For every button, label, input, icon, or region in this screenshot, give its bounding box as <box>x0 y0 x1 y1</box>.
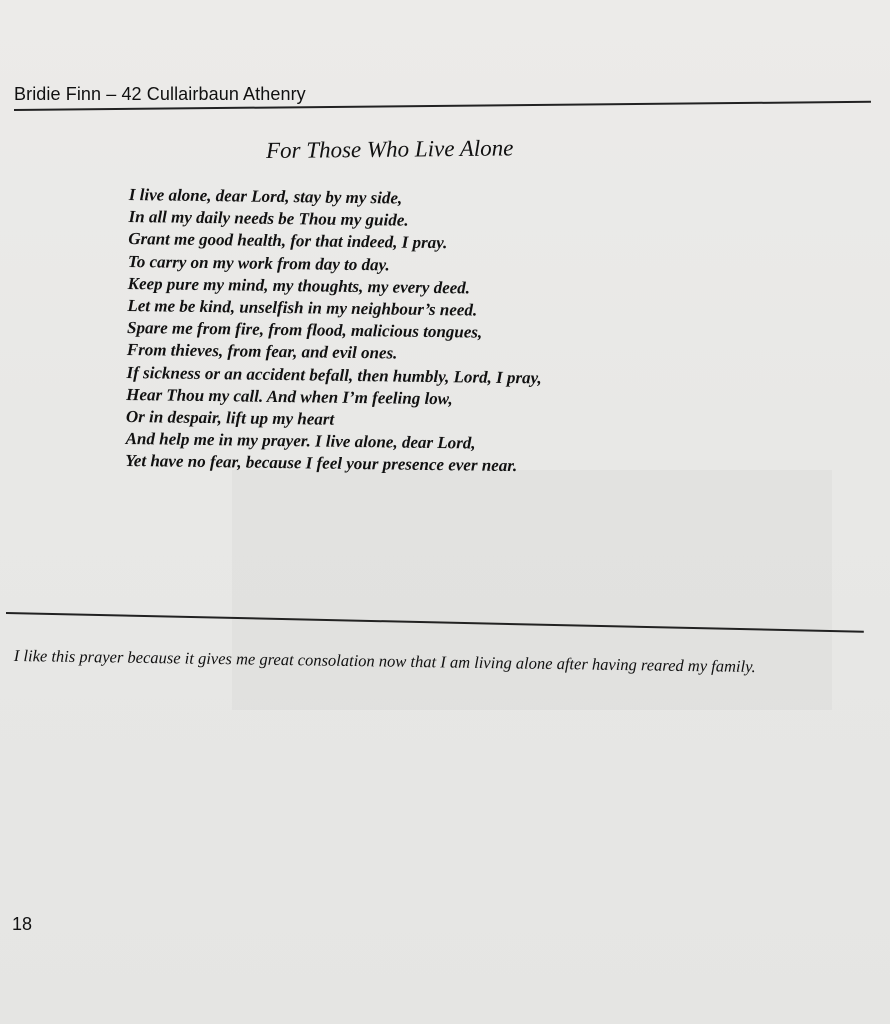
poem-line: Yet have no fear, because I feel your presence ever near. <box>125 451 518 476</box>
poem-line: In all my daily needs be Thou my guide. <box>128 207 409 230</box>
author-header: Bridie Finn – 42 Cullairbaun Athenry <box>14 84 306 104</box>
poem-body <box>125 184 689 480</box>
poem-line: And help me in my prayer. I live alone, dear Lord, <box>125 429 476 453</box>
poem-line: I live alone, dear Lord, stay by my side, <box>128 184 403 208</box>
poem-line: To carry on my work from day to day. <box>127 251 390 275</box>
author-comment: I like this prayer because it gives me great consolation now that I am living alone after having reared my family. <box>13 646 756 677</box>
poem-line: Let me be kind, unselfish in my neighbour’s need. <box>127 296 478 320</box>
poem-line: Grant me good health, for that indeed, I pray. <box>128 229 448 253</box>
poem-line: Hear Thou my call. And when I’m feeling low, <box>126 384 453 409</box>
poem-line: Spare me from fire, from flood, malicious tongues, <box>126 318 483 342</box>
page-number: 18 <box>12 914 33 934</box>
poem-title: For Those Who Live Alone <box>265 135 514 163</box>
poem-line: Keep pure my mind, my thoughts, my every deed. <box>127 273 471 298</box>
poem-line: Or in despair, lift up my heart <box>125 407 335 429</box>
poem-line: If sickness or an accident befall, then humbly, Lord, I pray, <box>126 362 542 388</box>
poem-line: From thieves, from fear, and evil ones. <box>126 340 398 363</box>
